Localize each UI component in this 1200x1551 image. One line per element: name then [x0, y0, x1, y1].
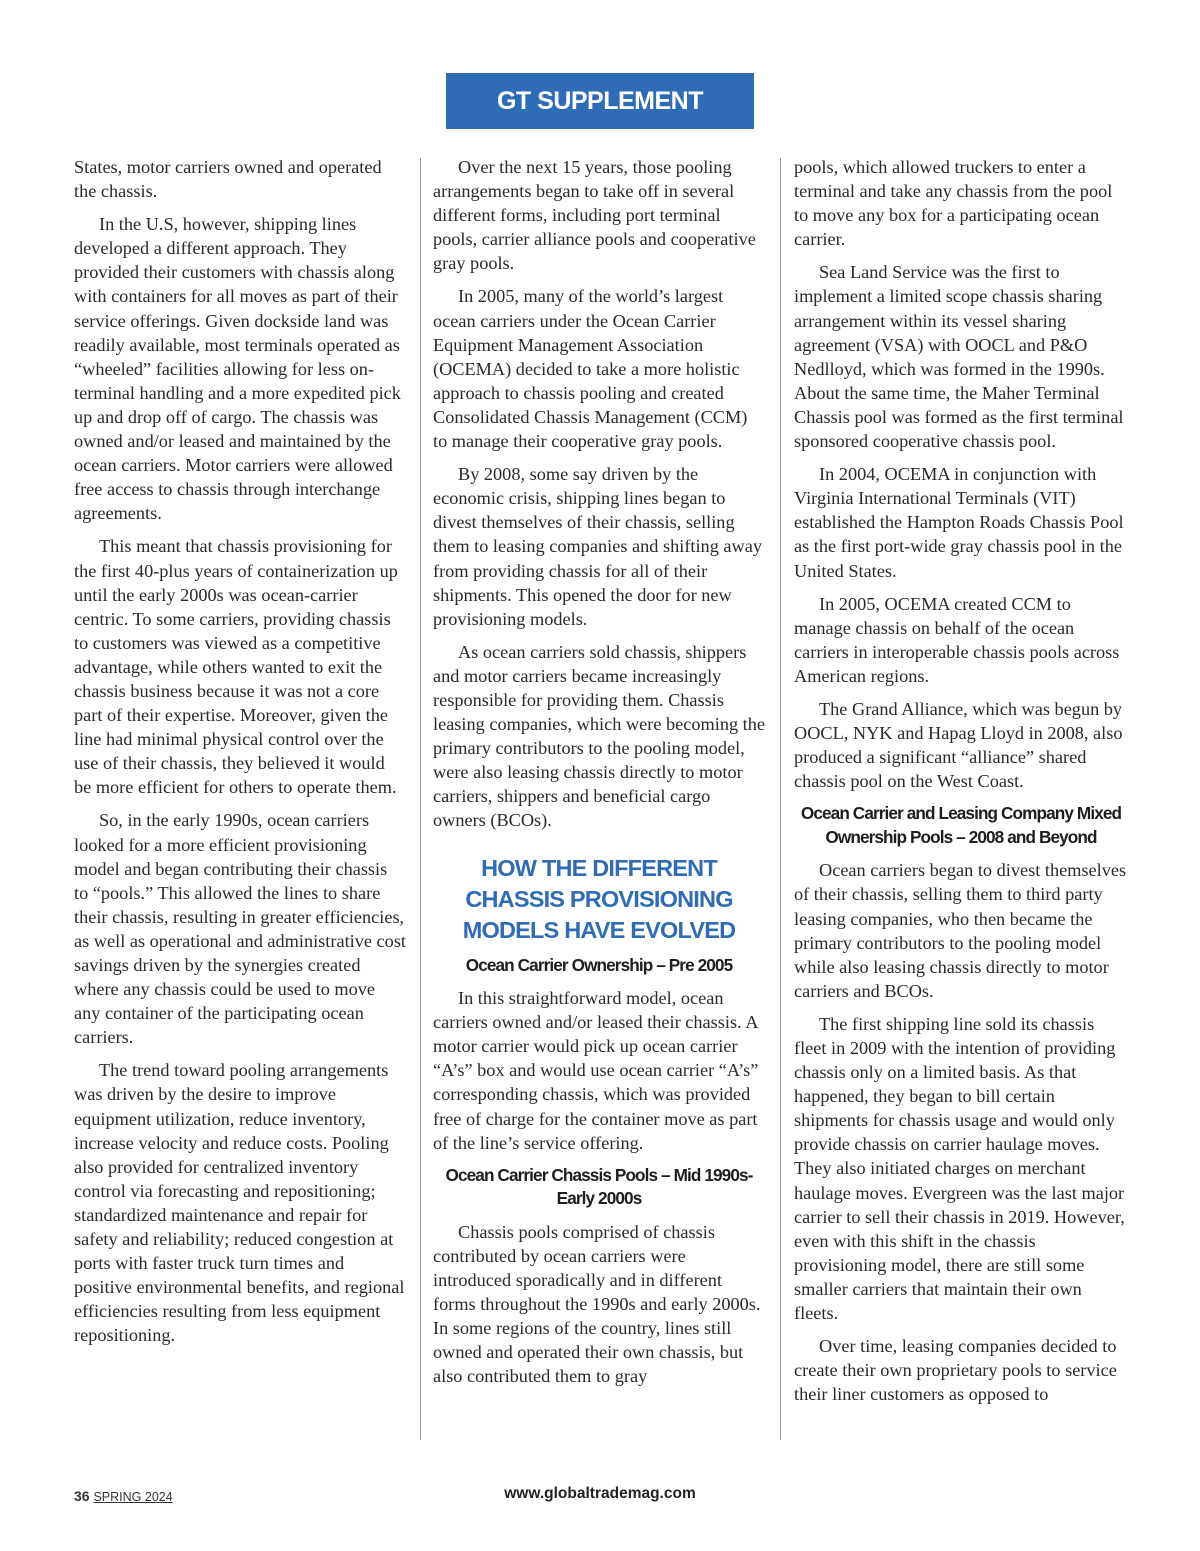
paragraph: In this straightforward model, ocean carriers owned and/or leased their chassis. A motor carrier would pick up ocean carrier “A’s” box and would use ocean carrier “A’s” corresponding chassis, which was provided free of charge for the container move as part of the line’s service offering.	[433, 988, 759, 1153]
paragraph: Sea Land Service was the first to implement a limited scope chassis sharing arrangement within its vessel sharing agreement (VSA) with OOCL and P&O Nedlloyd, which was formed in the 1990s. About the same time, the Maher Terminal Chassis pool was formed as the first terminal sponsored cooperative chassis pool.	[794, 262, 1124, 452]
footer-url: www.globaltrademag.com	[504, 1485, 696, 1502]
article-column-3	[794, 155, 1128, 1415]
subheading: Ocean Carrier Ownership – Pre 2005	[465, 954, 733, 975]
paragraph: In the U.S, however, shipping lines developed a different approach. They provided their customers with chassis along with containers for all moves as part of their service offerings. Given dockside land was readily available, most terminals operated as “wheeled” facilities allowing for less on-terminal handling and a more expedited pick up and drop off of cargo. The chassis was owned and/or leased and maintained by the ocean carriers. Motor carriers were allowed free access to chassis through interchange agreements.	[74, 214, 401, 524]
paragraph: So, in the early 1990s, ocean carriers looked for a more efficient provisioning model and began contributing their chassis to “pools.” This allowed the lines to share their chassis, resulting in greater efficiencies, as well as operational and administrative cost savings driven by the synergies created where any chassis could be used to move any container of the participating ocean carriers.	[74, 810, 407, 1048]
paragraph: States, motor carriers owned and operated the chassis.	[74, 157, 382, 202]
column-divider	[780, 158, 781, 1440]
section-banner: GT SUPPLEMENT	[446, 73, 754, 129]
paragraph: Ocean carriers began to divest themselves of their chassis, selling them to third party leasing companies, who then became the primary contributors to the pooling model while also leasing chassis directly to motor carriers and BCOs.	[794, 860, 1127, 1001]
paragraph: The Grand Alliance, which was begun by OOCL, NYK and Hapag Lloyd in 2008, also produced a significant “alliance” shared chassis pool on the West Coast.	[794, 698, 1123, 792]
paragraph: Chassis pools comprised of chassis contributed by ocean carriers were introduced sporadically and in different forms throughout the 1990s and early 2000s. In some regions of the country, lines still owned and operated their own chassis, but also contributed them to gray	[433, 1221, 761, 1387]
paragraph: In 2004, OCEMA in conjunction with Virginia International Terminals (VIT) established the Hampton Roads Chassis Pool as the first port-wide gray chassis pool in the United States.	[794, 464, 1124, 581]
paragraph: Over time, leasing companies decided to create their own proprietary pools to service their liner customers as opposed to	[794, 1336, 1117, 1405]
paragraph: The first shipping line sold its chassis fleet in 2009 with the intention of providing chassis only on a limited basis. As that happened, they began to bill certain shipments for chassis usage and would only provide chassis on carrier haulage moves. They also initiated charges on merchant haulage moves. Evergreen was the last major carrier to sell their chassis in 2019. However, even with this shift in the chassis provisioning model, there are still some smaller carriers that maintain their own fleets.	[794, 1013, 1125, 1324]
paragraph: As ocean carriers sold chassis, shippers and motor carriers became increasingly responsible for providing them. Chassis leasing companies, which were becoming the primary contributors to the pooling model, were also leasing chassis directly to motor carriers, shippers and beneficial cargo owners (BCOs).	[433, 641, 765, 831]
article-column-2	[433, 155, 765, 1397]
paragraph: pools, which allowed truckers to enter a terminal and take any chassis from the pool to move any box for a participating ocean carrier.	[794, 157, 1113, 250]
issue-label: SPRING 2024	[93, 1490, 173, 1504]
paragraph: By 2008, some say driven by the economic crisis, shipping lines began to divest themselves of their chassis, selling them to leasing companies and shifting away from providing chassis for all of their shipments. This opened the door for new provisioning models.	[433, 464, 762, 629]
paragraph: This meant that chassis provisioning for the first 40-plus years of containerization up until the early 2000s was ocean-carrier centric. To some carriers, providing chassis to customers was viewed as a competitive advantage, while others wanted to exit the chassis business because it was not a core part of their expertise. Moreover, given the line had minimal physical control over the use of their chassis, they believed it would be more efficient for others to operate them.	[74, 536, 398, 798]
paragraph: The trend toward pooling arrangements was driven by the desire to improve equipment utilization, reduce inventory, increase velocity and reduce costs. Pooling also provided for centralized inventory control via forecasting and repositioning; standardized maintenance and repair for safety and reliability; reduced congestion at ports with faster truck turn times and positive environmental benefits, and regional efficiencies resulting from less equipment repositioning.	[74, 1060, 405, 1346]
section-heading: HOW THE DIFFERENT CHASSIS PROVISIONING MODELS HAVE EVOLVED	[462, 854, 736, 943]
page-number: 36	[74, 1488, 90, 1504]
paragraph: In 2005, OCEMA created CCM to manage chassis on behalf of the ocean carriers in interoperable chassis pools across American regions.	[794, 593, 1120, 686]
subheading: Ocean Carrier and Leasing Company Mixed Ownership Pools – 2008 and Beyond	[800, 803, 1122, 847]
column-divider	[420, 158, 421, 1440]
paragraph: Over the next 15 years, those pooling arrangements began to take off in several different forms, including port terminal pools, carrier alliance pools and cooperative gray pools.	[433, 157, 756, 274]
subheading: Ocean Carrier Chassis Pools – Mid 1990s-Early 2000s	[445, 1164, 753, 1209]
paragraph: In 2005, many of the world’s largest ocean carriers under the Ocean Carrier Equipment Management Association (OCEMA) decided to take a more holistic approach to chassis pooling and created Consolidated Chassis Management (CCM) to manage their cooperative gray pools.	[433, 286, 748, 452]
article-column-1	[74, 155, 406, 1357]
